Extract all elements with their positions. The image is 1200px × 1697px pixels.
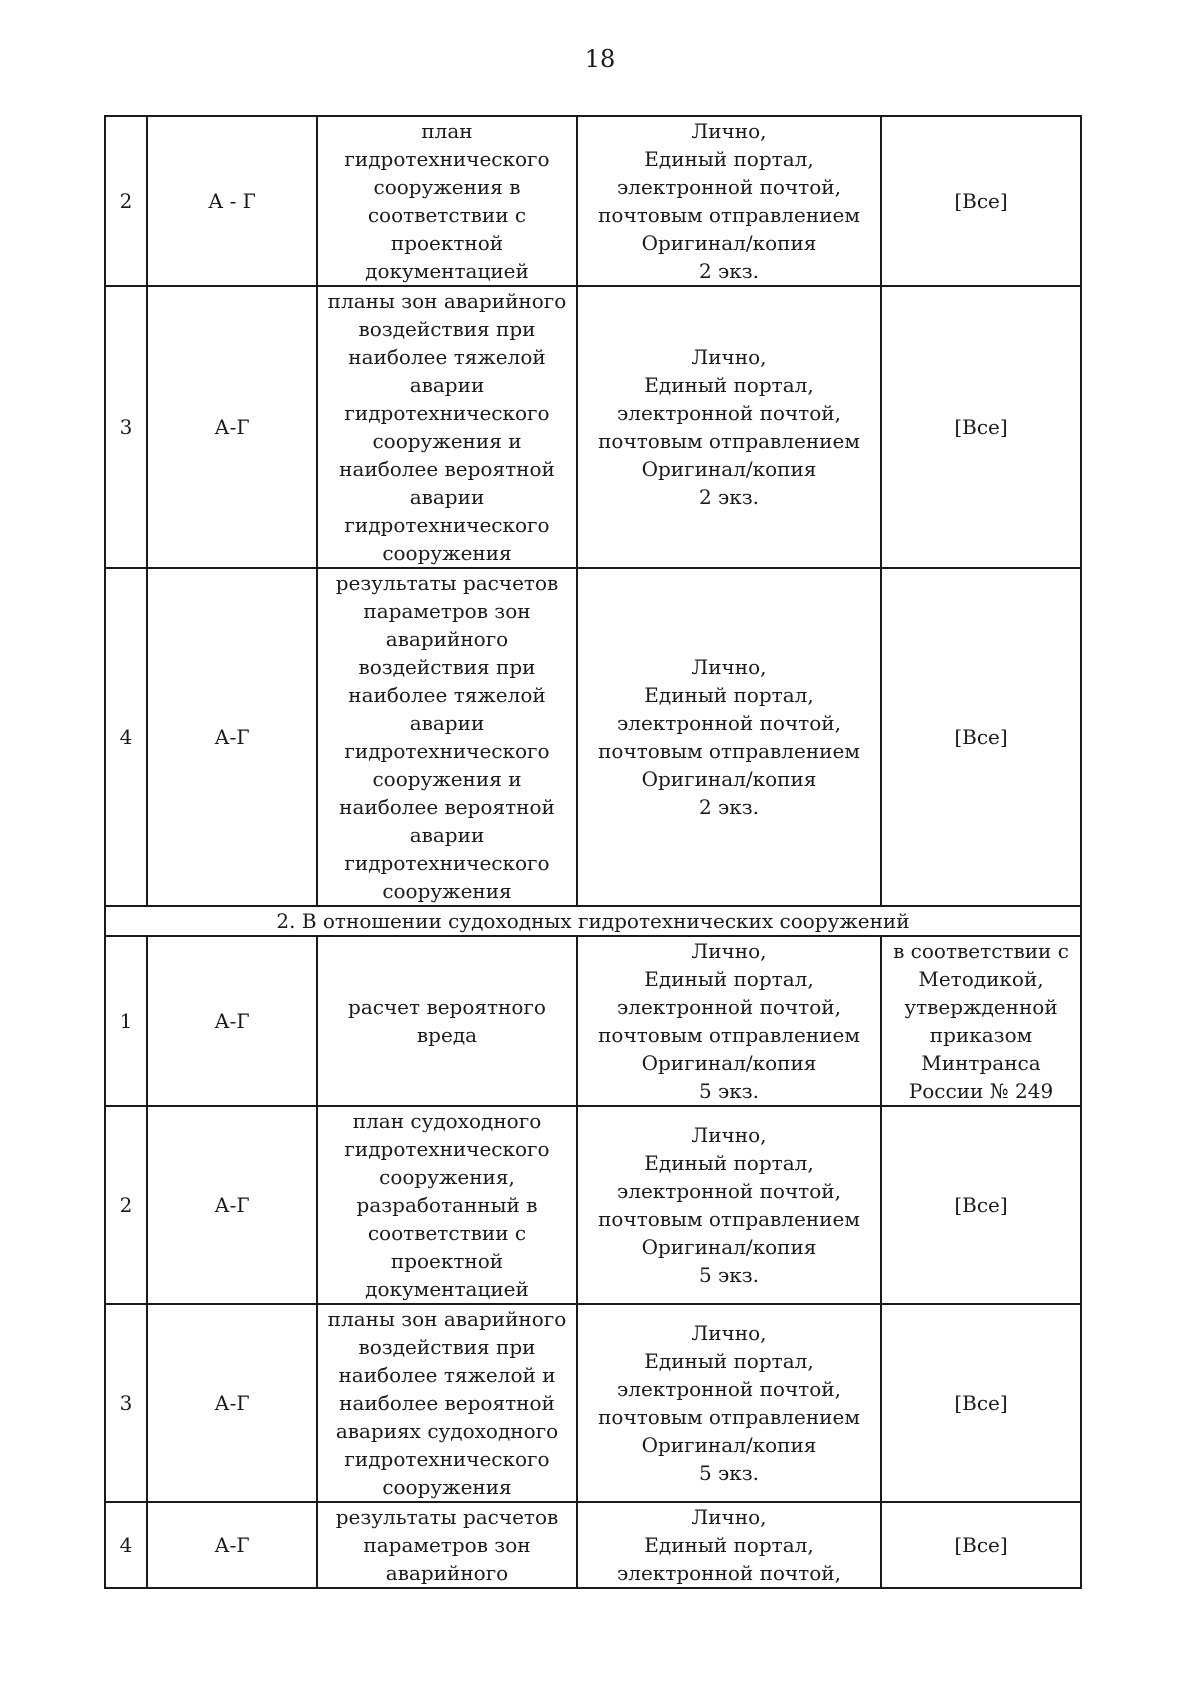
table-row — [105, 568, 1081, 906]
category-cell: А-Г — [147, 286, 317, 568]
basis-cell: [Все] — [881, 1106, 1081, 1304]
document-cell: планы зон аварийного воздействия при наиболее тяжелой и наиболее вероятной авариях судоходного гидротехнического сооружения — [317, 1304, 577, 1502]
document-cell: результаты расчетов параметров зон аварийного воздействия при наиболее тяжелой аварии гидротехнического сооружения и наиболее вероятной аварии гидротехнического сооружения — [317, 568, 577, 906]
category-cell: А-Г — [147, 1106, 317, 1304]
category-cell: А-Г — [147, 936, 317, 1106]
row-number-cell: 2 — [105, 1106, 147, 1304]
documents-table — [104, 115, 1082, 1589]
document-cell: расчет вероятного вреда — [317, 936, 577, 1106]
row-number-cell: 3 — [105, 286, 147, 568]
document-cell: план гидротехнического сооружения в соответствии с проектной документацией — [317, 116, 577, 286]
table-row — [105, 1502, 1081, 1588]
submission-method-cell: Лично, Единый портал, электронной почтой, почтовым отправлением Оригинал/копия 2 экз. — [577, 286, 881, 568]
category-cell: А-Г — [147, 1502, 317, 1588]
table-row — [105, 936, 1081, 1106]
submission-method-cell: Лично, Единый портал, электронной почтой, почтовым отправлением Оригинал/копия 5 экз. — [577, 1304, 881, 1502]
basis-cell: [Все] — [881, 286, 1081, 568]
basis-cell: [Все] — [881, 1502, 1081, 1588]
row-number-cell: 4 — [105, 1502, 147, 1588]
submission-method-cell: Лично, Единый портал, электронной почтой, почтовым отправлением Оригинал/копия 2 экз. — [577, 116, 881, 286]
document-cell: план судоходного гидротехнического сооружения, разработанный в соответствии с проектной документацией — [317, 1106, 577, 1304]
basis-cell: в соответствии с Методикой, утвержденной приказом Минтранса России № 249 — [881, 936, 1081, 1106]
document-cell: планы зон аварийного воздействия при наиболее тяжелой аварии гидротехнического сооружения и наиболее вероятной аварии гидротехнического сооружения — [317, 286, 577, 568]
submission-method-cell: Лично, Единый портал, электронной почтой, почтовым отправлением Оригинал/копия 5 экз. — [577, 936, 881, 1106]
page-number: 18 — [584, 45, 616, 73]
row-number-cell: 3 — [105, 1304, 147, 1502]
table-row — [105, 116, 1081, 286]
submission-method-cell: Лично, Единый портал, электронной почтой, — [577, 1502, 881, 1588]
table-row — [105, 1304, 1081, 1502]
category-cell: А-Г — [147, 568, 317, 906]
row-number-cell: 4 — [105, 568, 147, 906]
basis-cell: [Все] — [881, 568, 1081, 906]
category-cell: А-Г — [147, 1304, 317, 1502]
row-number-cell: 2 — [105, 116, 147, 286]
table-row — [105, 1106, 1081, 1304]
section-row — [105, 906, 1081, 936]
table-row — [105, 286, 1081, 568]
section-heading: 2. В отношении судоходных гидротехнических сооружений — [105, 906, 1081, 936]
category-cell: А - Г — [147, 116, 317, 286]
basis-cell: [Все] — [881, 116, 1081, 286]
submission-method-cell: Лично, Единый портал, электронной почтой, почтовым отправлением Оригинал/копия 2 экз. — [577, 568, 881, 906]
row-number-cell: 1 — [105, 936, 147, 1106]
submission-method-cell: Лично, Единый портал, электронной почтой, почтовым отправлением Оригинал/копия 5 экз. — [577, 1106, 881, 1304]
document-cell: результаты расчетов параметров зон аварийного — [317, 1502, 577, 1588]
basis-cell: [Все] — [881, 1304, 1081, 1502]
